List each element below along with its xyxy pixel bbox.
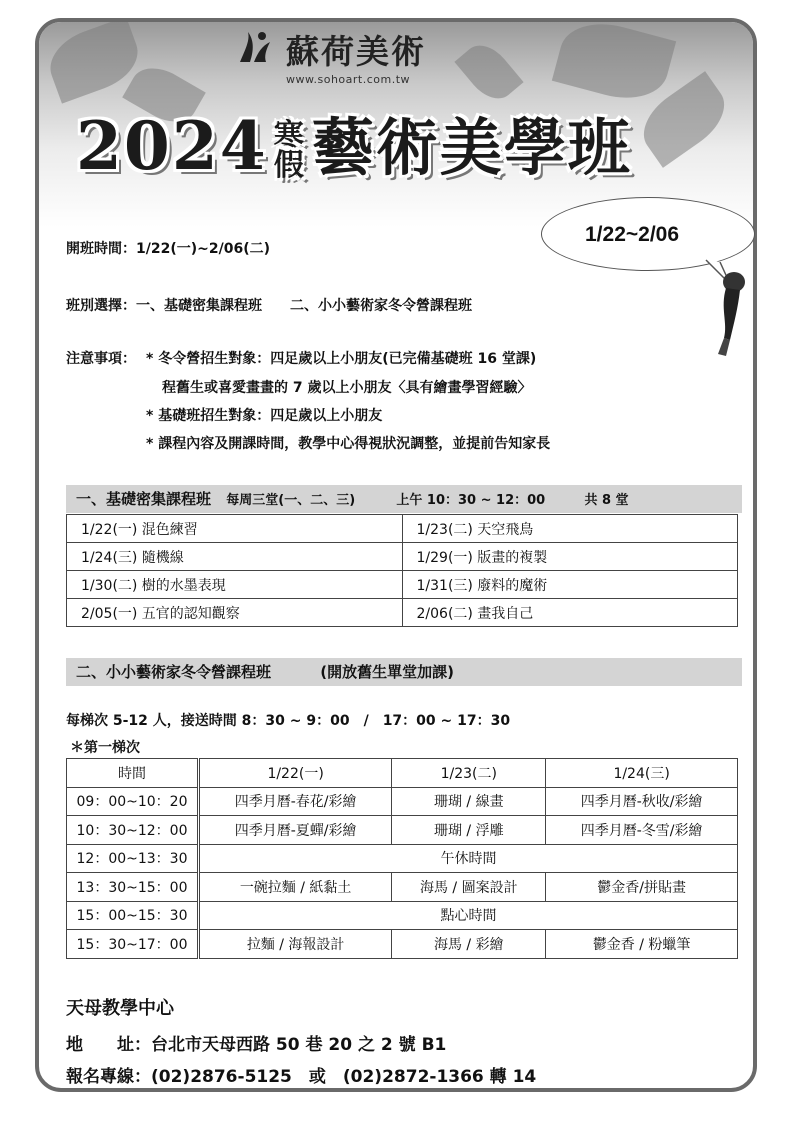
table-cell: 一碗拉麵 / 紙黏土 — [199, 873, 392, 902]
table-cell: 1/23(二) 天空飛鳥 — [402, 515, 738, 543]
title-season-top: 寒 — [273, 118, 306, 153]
table-cell: 珊瑚 / 線畫 — [392, 787, 546, 816]
time-cell: 09：00~10：20 — [67, 787, 199, 816]
table-cell: 海馬 / 圖案設計 — [392, 873, 546, 902]
table-cell: 1/22(一) 混色練習 — [67, 515, 403, 543]
address: 地 址：台北市天母西路 50 巷 20 之 2 號 B1 — [66, 1035, 447, 1055]
time-cell: 15：30~17：00 — [67, 930, 199, 959]
table-cell: 1/29(一) 版畫的複製 — [402, 543, 738, 571]
brand — [238, 26, 426, 86]
time-cell: 10：30~12：00 — [67, 816, 199, 845]
basic-total: 共 8 堂 — [584, 493, 629, 508]
table-row — [67, 930, 738, 959]
camp-section-title: 二、小小藝術家冬令營課程班 — [76, 663, 272, 681]
table-row — [67, 571, 738, 599]
camp-note: (開放舊生單堂加課) — [320, 663, 454, 681]
table-row — [67, 873, 738, 902]
table-row — [67, 787, 738, 816]
table-cell: 拉麵 / 海報設計 — [199, 930, 392, 959]
bubble-date: 1/22~2/06 — [585, 223, 680, 246]
column-header: 1/24(三) — [546, 759, 738, 788]
column-header: 時間 — [67, 759, 199, 788]
table-row — [67, 515, 738, 543]
brand-name: 蘇荷美術 — [286, 32, 426, 71]
brand-url: www.sohoart.com.tw — [286, 73, 411, 86]
leaf-decoration — [552, 18, 676, 109]
camp-batch: ＊第一梯次 — [70, 740, 140, 756]
classes-info: 班別選擇：一、基礎密集課程班 二、小小藝術家冬令營課程班 — [66, 298, 472, 314]
time-cell: 15：00~15：30 — [67, 901, 199, 930]
camp-schedule-table — [66, 758, 738, 959]
lunch-break-cell: 午休時間 — [199, 844, 738, 873]
table-cell: 1/31(三) 廢料的魔術 — [402, 571, 738, 599]
table-row — [67, 844, 738, 873]
center-name: 天母教學中心 — [66, 998, 174, 1019]
period-info: 開班時間：1/22(一)~2/06(二) — [66, 241, 270, 257]
table-cell: 2/06(二) 畫我自己 — [402, 599, 738, 627]
title-season — [272, 118, 308, 183]
page-title — [76, 98, 632, 187]
table-cell: 珊瑚 / 浮雕 — [392, 816, 546, 845]
note-line: 程舊生或喜愛畫畫的 7 歲以上小朋友〈具有繪畫學習經驗〉 — [162, 380, 532, 396]
time-cell: 12：00~13：30 — [67, 844, 199, 873]
table-cell: 2/05(一) 五官的認知觀察 — [67, 599, 403, 627]
phone: 報名專線：(02)2876-5125 或 (02)2872-1366 轉 14 — [66, 1067, 537, 1087]
ink-figure-icon — [712, 268, 748, 358]
table-cell: 四季月曆-夏蟬/彩繪 — [199, 816, 392, 845]
table-cell: 四季月曆-冬雪/彩繪 — [546, 816, 738, 845]
basic-course-table — [66, 514, 738, 627]
time-cell: 13：30~15：00 — [67, 873, 199, 902]
basic-section-title: 一、基礎密集課程班 — [76, 490, 212, 508]
note-line: * 課程內容及開課時間，教學中心得視狀況調整，並提前告知家長 — [146, 436, 551, 452]
notes-label: 注意事項： — [66, 351, 136, 367]
table-cell: 四季月曆-秋收/彩繪 — [546, 787, 738, 816]
camp-info: 每梯次 5-12 人，接送時間 8：30 ~ 9：00 / 17：00 ~ 17：30 — [66, 713, 511, 729]
note-line: * 冬令營招生對象：四足歲以上小朋友(已完備基礎班 16 堂課) — [146, 351, 537, 367]
note-line: * 基礎班招生對象：四足歲以上小朋友 — [146, 408, 383, 424]
basic-time: 上午 10：30 ~ 12：00 — [396, 493, 546, 508]
column-header: 1/23(二) — [392, 759, 546, 788]
table-cell: 鬱金香 / 粉蠟筆 — [546, 930, 738, 959]
basic-schedule: 每周三堂(一、二、三) — [226, 493, 356, 508]
table-row — [67, 901, 738, 930]
title-year: 2024 — [76, 107, 268, 185]
table-header-row — [67, 759, 738, 788]
table-cell: 1/24(三) 隨機線 — [67, 543, 403, 571]
table-cell: 海馬 / 彩繪 — [392, 930, 546, 959]
table-cell: 鬱金香/拼貼畫 — [546, 873, 738, 902]
table-row — [67, 599, 738, 627]
basic-section-header — [66, 485, 742, 513]
camp-section-header — [66, 658, 742, 686]
title-main: 藝術美學班 — [311, 111, 632, 184]
table-row — [67, 816, 738, 845]
table-cell: 1/30(二) 樹的水墨表現 — [67, 571, 403, 599]
column-header: 1/22(一) — [199, 759, 392, 788]
snack-break-cell: 點心時間 — [199, 901, 738, 930]
title-season-bottom: 假 — [273, 148, 306, 183]
table-cell: 四季月曆-春花/彩繪 — [199, 787, 392, 816]
table-row — [67, 543, 738, 571]
